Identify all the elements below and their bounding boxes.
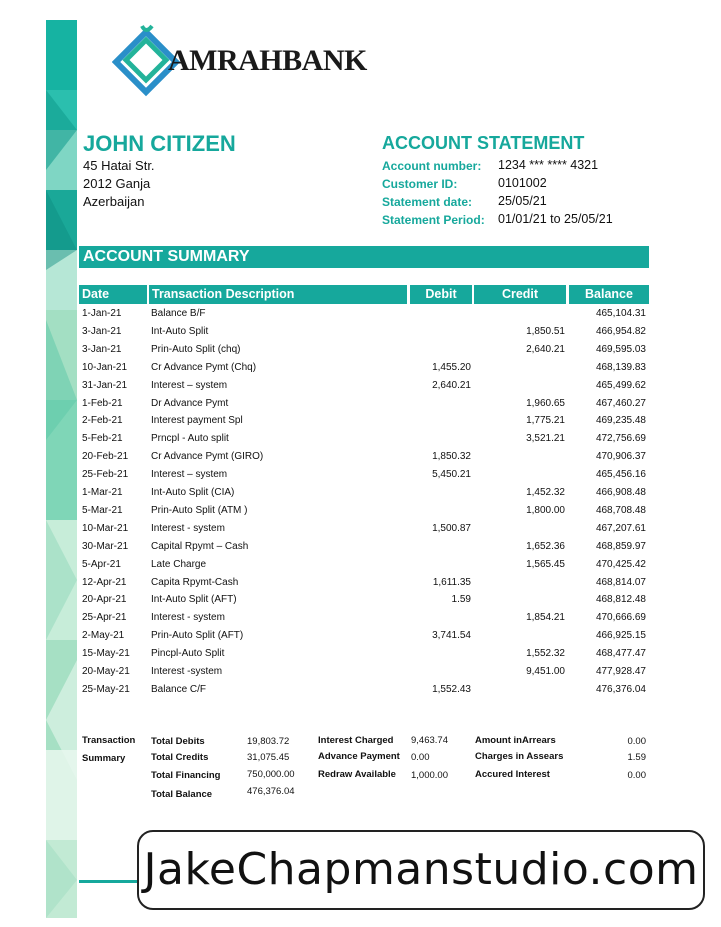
total-financing-value: 750,000.00 [247,769,295,780]
table-row [0,359,721,377]
row-date: 3-Jan-21 [82,325,122,337]
table-row [0,609,721,627]
transaction-summary-label: Transaction [82,735,136,746]
row-debit: 2,640.21 [432,379,471,391]
row-debit: 1,500.87 [432,522,471,534]
customer-id-label: Customer ID: [382,177,458,191]
row-description: Balance B/F [151,308,206,319]
advance-payment-label: Advance Payment [318,751,400,762]
row-debit: 1,611.35 [432,576,471,588]
row-description: Prncpl - Auto split [151,433,229,445]
total-balance-label: Total Balance [151,789,213,800]
row-credit: 1,854.21 [526,612,565,624]
row-description: Dr Advance Pymt [151,397,229,409]
row-balance: 469,595.03 [595,343,646,355]
table-row [0,395,721,413]
advance-payment-value: 0.00 [411,752,430,763]
row-description: Interest – system [151,469,228,481]
total-balance-value: 476,376.04 [247,786,295,797]
row-credit: 1,850.51 [526,325,565,337]
row-date: 3-Jan-21 [82,343,122,355]
row-debit: 3,741.54 [432,630,471,642]
row-date: 20-Feb-21 [82,451,129,463]
account-number-value: 1234 *** **** 4321 [498,158,599,172]
amount-in-arrears-value: 0.00 [627,736,646,747]
row-balance: 470,906.37 [595,451,646,463]
row-balance: 468,859.97 [595,540,646,552]
row-balance: 467,460.27 [595,397,646,409]
row-balance: 469,235.48 [595,415,646,427]
row-balance: 465,456.16 [595,469,646,481]
total-financing-label: Total Financing [151,770,221,781]
row-debit: 1,455.20 [432,361,471,373]
total-credits-value: 31,075.45 [247,752,290,763]
row-credit: 1,565.45 [526,558,565,570]
row-credit: 3,521.21 [526,433,565,445]
row-balance: 477,928.47 [595,666,646,677]
bank-name: AMRAHBANK [168,44,367,77]
statement-date-value: 25/05/21 [498,194,547,208]
row-credit: 1,775.21 [526,415,565,427]
redraw-available-value: 1,000.00 [411,770,448,781]
table-row [0,430,721,448]
charges-in-arrears-value: 1.59 [627,752,646,763]
column-header-date: Date [79,285,147,304]
interest-charged-label: Interest Charged [318,735,394,746]
row-description: Cr Advance Pymt (Chq) [151,361,257,373]
statement-period-label: Statement Period: [382,213,485,227]
row-description: Int-Auto Split (AFT) [151,594,237,606]
account-number-label: Account number: [382,159,482,173]
row-description: Prin-Auto Split (ATM ) [151,504,248,516]
table-row [0,323,721,341]
column-header-debit: Debit [410,285,472,304]
row-description: Int-Auto Split [151,325,209,337]
table-row [0,341,721,359]
table-row [0,377,721,395]
customer-id-value: 0101002 [498,176,547,190]
row-description: Prin-Auto Split (chq) [151,343,241,355]
row-balance: 468,708.48 [595,504,646,516]
statement-date-label: Statement date: [382,195,473,209]
row-date: 20-May-21 [82,666,130,677]
row-date: 10-Jan-21 [82,361,128,373]
row-description: Int-Auto Split (CIA) [151,487,235,498]
row-credit: 1,960.65 [526,397,565,409]
row-description: Interest payment Spl [151,415,243,427]
row-credit: 1,452.32 [526,487,565,498]
row-date: 25-May-21 [82,683,130,695]
row-description: Interest - system [151,612,225,624]
table-row [0,574,721,592]
row-balance: 466,954.82 [595,325,646,337]
total-credits-label: Total Credits [151,752,209,763]
row-date: 2-May-21 [82,630,125,642]
row-description: Prin-Auto Split (AFT) [151,630,244,642]
interest-charged-value: 9,463.74 [411,735,448,746]
row-description: Cr Advance Pymt (GIRO) [151,451,264,463]
footer-divider [79,880,139,883]
row-balance: 468,477.47 [595,648,646,660]
row-balance: 476,376.04 [595,683,646,695]
table-row [0,466,721,484]
row-date: 5-Apr-21 [82,558,121,570]
watermark-banner: JakeChapmanstudio.com [137,830,705,910]
row-date: 15-May-21 [82,648,130,660]
row-balance: 467,207.61 [595,522,646,534]
row-date: 1-Jan-21 [82,308,122,319]
column-header-description: Transaction Description [149,285,407,304]
row-credit: 1,652.36 [526,540,565,552]
row-date: 31-Jan-21 [82,379,128,391]
table-row [0,448,721,466]
row-balance: 468,139.83 [595,361,646,373]
row-date: 20-Apr-21 [82,594,127,606]
row-balance: 470,425.42 [595,558,646,570]
table-row [0,502,721,520]
row-description: Late Charge [151,558,207,570]
redraw-available-label: Redraw Available [318,769,396,780]
table-row [0,412,721,430]
row-date: 1-Mar-21 [82,487,123,498]
row-balance: 465,499.62 [595,379,646,391]
row-balance: 465,104.31 [595,308,646,319]
table-row [0,681,721,699]
table-row [0,520,721,538]
customer-address-line: 2012 Ganja [83,176,151,191]
row-description: Balance C/F [151,683,207,695]
row-balance: 472,756.69 [595,433,646,445]
table-row [0,305,721,323]
row-debit: 1.59 [451,594,471,606]
customer-address-line: 45 Hatai Str. [83,158,155,173]
table-row [0,484,721,502]
accured-interest-value: 0.00 [627,770,646,781]
table-row [0,538,721,556]
charges-in-arrears-label: Charges in Assears [475,751,564,762]
table-row [0,591,721,609]
row-description: Pincpl-Auto Split [151,648,225,660]
row-credit: 1,800.00 [526,504,565,516]
row-date: 25-Apr-21 [82,612,127,624]
statement-title: ACCOUNT STATEMENT [382,133,585,153]
customer-address-line: Azerbaijan [83,194,145,209]
table-row [0,556,721,574]
row-date: 2-Feb-21 [82,415,123,427]
row-date: 25-Feb-21 [82,469,129,481]
row-description: Capital Rpymt – Cash [151,540,249,552]
row-description: Interest - system [151,522,225,534]
statement-period-value: 01/01/21 to 25/05/21 [498,212,613,226]
row-description: Capita Rpymt-Cash [151,576,239,588]
row-balance: 470,666.69 [595,612,646,624]
column-header-credit: Credit [474,285,566,304]
row-debit: 1,552.43 [432,683,471,695]
row-date: 5-Mar-21 [82,504,123,516]
table-row [0,663,721,681]
table-row [0,645,721,663]
row-debit: 5,450.21 [432,469,471,481]
column-header-balance: Balance [569,285,649,304]
total-debits-label: Total Debits [151,736,205,747]
row-description: Interest – system [151,379,228,391]
row-balance: 468,812.48 [595,594,646,606]
table-row [0,627,721,645]
transaction-summary-label: Summary [82,753,126,764]
row-balance: 466,908.48 [595,487,646,498]
row-credit: 9,451.00 [526,666,565,677]
total-debits-value: 19,803.72 [247,736,290,747]
customer-name: JOHN CITIZEN [83,131,236,156]
row-date: 10-Mar-21 [82,522,129,534]
row-date: 30-Mar-21 [82,540,129,552]
row-balance: 468,814.07 [595,576,646,588]
row-credit: 1,552.32 [526,648,565,660]
amount-in-arrears-label: Amount inArrears [475,735,556,746]
accured-interest-label: Accured Interest [475,769,550,780]
account-summary-title: ACCOUNT SUMMARY [79,246,649,268]
row-date: 12-Apr-21 [82,576,127,588]
row-balance: 466,925.15 [595,630,646,642]
row-credit: 2,640.21 [526,343,565,355]
row-debit: 1,850.32 [432,451,471,463]
row-date: 5-Feb-21 [82,433,123,445]
row-description: Interest -system [151,666,223,677]
row-date: 1-Feb-21 [82,397,123,409]
